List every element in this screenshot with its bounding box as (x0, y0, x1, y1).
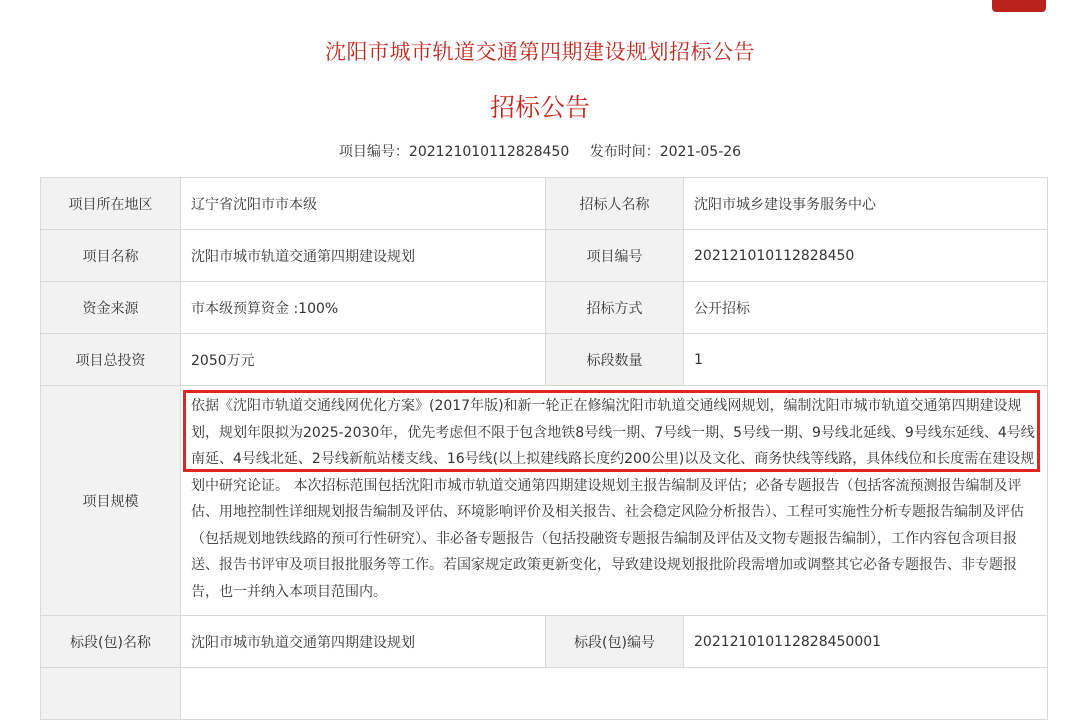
value-tender-method: 公开招标 (684, 282, 1048, 334)
table-row (41, 668, 1048, 720)
table-row (41, 282, 1048, 334)
page-title: 沈阳市城市轨道交通第四期建设规划招标公告 (325, 40, 755, 64)
meta-line (0, 141, 1080, 161)
label-project-number: 项目编号 (546, 230, 684, 282)
value-section-name: 沈阳市城市轨道交通第四期建设规划 (181, 616, 546, 668)
table-row (41, 616, 1048, 668)
label-section-number: 标段(包)编号 (546, 616, 684, 668)
value-project-scale: 依据《沈阳市轨道交通线网优化方案》(2017年版)和新一轮正在修编沈阳市轨道交通线网规划，编制沈阳市城市轨道交通第四期建设规划，规划年限拟为2025-2030年，优先考虑但不限于包含地铁8号线一期、7号线一期、5号线一期、9号线北延线、9号线东延线、4号线南延、4号线北延、2号线新航站楼支线、16号线(以上拟建线路长度约200公里)以及文化、商务快线等线路，具体线位和长度需在建设规划中研究论证。 本次招标范围包括沈阳市城市轨道交通第四期建设规划主报告编制及评估；必备专题报告（包括客流预测报告编制及评估、用地控制性详细规划报告编制及评估、环境影响评价及相关报告、社会稳定风险分析报告）、工程可实施性分析专题报告编制及评估（包括规划地铁线路的预可行性研究）、非必备专题报告（包括投融资专题报告编制及评估及文物专题报告编制），工作内容包含项目报送、报告书评审及项目报批服务等工作。若国家规定政策更新变化，导致建设规划报批阶段需增加或调整其它必备专题报告、非专题报告，也一并纳入本项目范围内。 (181, 386, 1048, 616)
project-number-label: 项目编号： (338, 144, 409, 160)
publish-time-label: 发布时间： (589, 144, 660, 160)
label-project-name: 项目名称 (41, 230, 181, 282)
label-tender-method: 招标方式 (546, 282, 684, 334)
value-project-number: 202121010112828450 (684, 230, 1048, 282)
value-section-number: 202121010112828450001 (684, 616, 1048, 668)
publish-time-value: 2021-05-26 (659, 144, 742, 160)
value-project-name: 沈阳市城市轨道交通第四期建设规划 (181, 230, 546, 282)
page-subtitle: 招标公告 (489, 93, 590, 122)
top-right-button[interactable] (992, 0, 1046, 12)
project-number-value: 202121010112828450 (408, 144, 570, 160)
label-section-count: 标段数量 (546, 334, 684, 386)
value-region: 辽宁省沈阳市市本级 (181, 178, 546, 230)
label-region: 项目所在地区 (41, 178, 181, 230)
value-section-count: 1 (684, 334, 1048, 386)
label-next-row (41, 668, 181, 720)
label-section-name: 标段(包)名称 (41, 616, 181, 668)
table-row (41, 178, 1048, 230)
label-fund-source: 资金来源 (41, 282, 181, 334)
info-table (40, 177, 1048, 720)
value-tenderer: 沈阳市城乡建设事务服务中心 (684, 178, 1048, 230)
value-fund-source: 市本级预算资金 :100% (181, 282, 546, 334)
table-row (41, 386, 1048, 616)
label-total-investment: 项目总投资 (41, 334, 181, 386)
table-row (41, 334, 1048, 386)
label-tenderer: 招标人名称 (546, 178, 684, 230)
table-row (41, 230, 1048, 282)
label-project-scale: 项目规模 (41, 386, 181, 616)
publish-time (590, 144, 741, 160)
value-total-investment: 2050万元 (181, 334, 546, 386)
value-next-row (181, 668, 1048, 720)
project-number (339, 144, 569, 160)
